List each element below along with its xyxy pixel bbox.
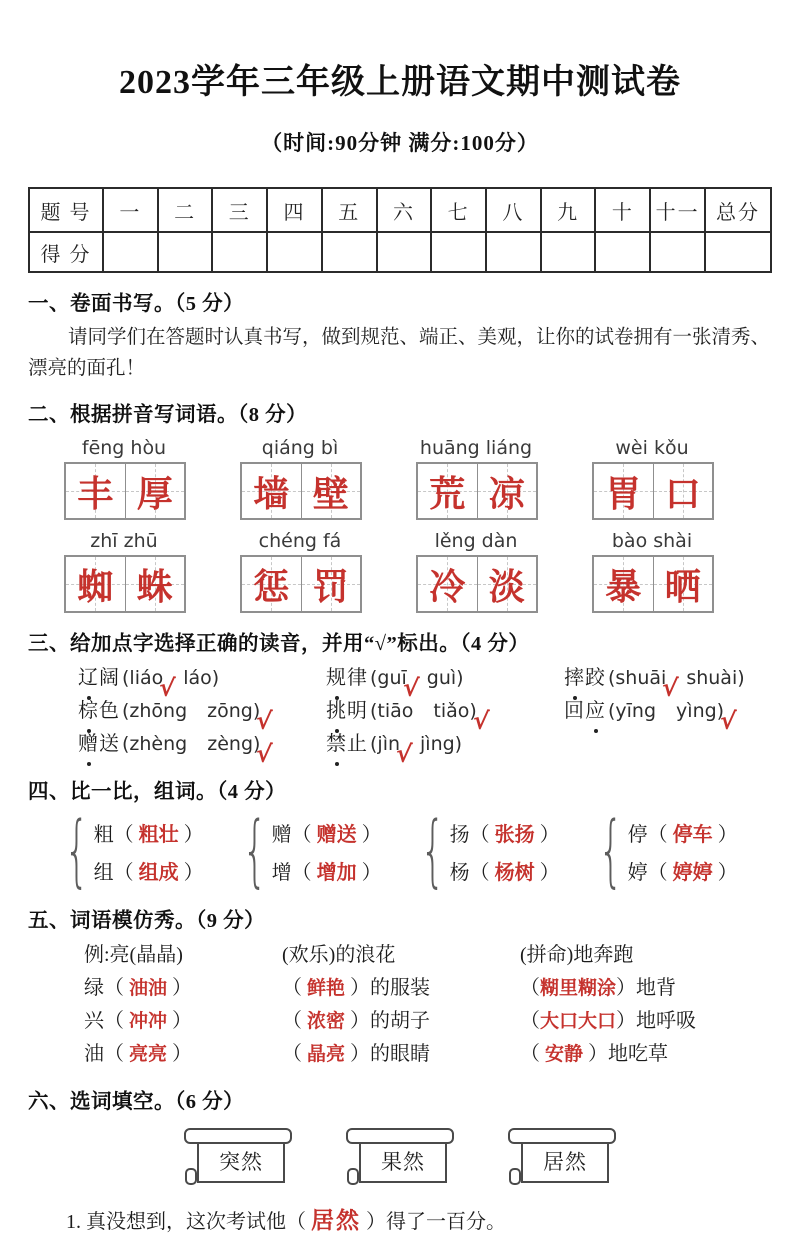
answer-char: 荒	[429, 473, 466, 514]
imitation-row	[0, 1005, 800, 1038]
scroll-roll	[508, 1128, 616, 1144]
pinyin-label: fēng hòu	[81, 437, 167, 459]
score-header-cell: 八	[486, 188, 541, 232]
word: 棕色	[78, 700, 120, 722]
scroll-roll	[346, 1128, 454, 1144]
brace: {	[242, 806, 268, 896]
score-cell	[705, 232, 771, 272]
pronunciation-row	[0, 662, 800, 703]
writing-grid	[240, 462, 362, 520]
score-header-cell: 一	[103, 188, 158, 232]
dotted-char: 摔	[564, 662, 585, 695]
answer-char: 罚	[312, 566, 349, 607]
exam-info: （时间:90分钟 满分:100分）	[261, 131, 539, 155]
page-title: 2023学年三年级上册语文期中测试卷	[119, 64, 681, 101]
score-cell	[212, 232, 267, 272]
answer-char: 厚	[136, 473, 173, 514]
pair-line: 组（ 组成 ）	[93, 861, 204, 884]
section-4-heading: 四、比一比，组词。（4 分）	[28, 781, 287, 803]
section-6-heading: 六、选词填空。（6 分）	[28, 1091, 245, 1113]
pinyin-word-group	[240, 530, 360, 613]
answer-char: 丰	[77, 473, 114, 514]
answer-char: 蜘	[77, 566, 114, 607]
pinyin-word-group	[416, 530, 536, 613]
score-header-cell: 六	[377, 188, 432, 232]
answer-text: 停车	[672, 823, 713, 846]
body-line: 漂亮的面孔！	[28, 358, 146, 379]
word: 挑明	[326, 700, 368, 722]
writing-grid	[416, 555, 538, 613]
answer-char: 壁	[312, 473, 349, 514]
imitation-cell: 油（ 亮亮 ）	[84, 1043, 193, 1065]
score-header-cell: 三	[212, 188, 267, 232]
writing-grid	[416, 462, 538, 520]
section-5-heading: 五、词语模仿秀。（9 分）	[28, 910, 266, 932]
pair-line: 增（ 增加 ）	[271, 861, 382, 884]
answer-text: 增加	[316, 861, 357, 884]
pair-line: 停（ 停车 ）	[627, 823, 738, 846]
check-icon: √	[395, 739, 414, 769]
dotted-char: 挑	[326, 695, 347, 728]
dotted-char: 规	[326, 662, 347, 695]
answer-text: 安静	[545, 1044, 584, 1065]
grid-cell	[302, 464, 361, 518]
score-value-row	[29, 232, 771, 272]
dotted-char: 棕	[78, 695, 99, 728]
scroll-word: 居然	[521, 1139, 609, 1183]
score-cell	[431, 232, 486, 272]
answer-char: 口	[664, 473, 701, 514]
answer-text: 亮亮	[129, 1044, 168, 1065]
imitation-cell: （糊里糊涂）地背	[520, 977, 677, 999]
answer-char: 冷	[429, 566, 466, 607]
scroll-banner	[346, 1128, 454, 1186]
pinyin-word-group	[592, 437, 712, 520]
score-header-cell: 题 号	[29, 188, 103, 232]
answer-text: 婷婷	[672, 861, 713, 884]
brace: {	[420, 806, 446, 896]
score-row-label: 得 分	[29, 232, 103, 272]
imitation-cell: （ 安静 ）地吃草	[520, 1043, 669, 1065]
check-icon: √	[661, 673, 680, 703]
pinyin-label: qiáng bì	[261, 437, 339, 459]
check-icon: √	[158, 673, 177, 703]
dotted-char: 赠	[78, 728, 99, 761]
scroll-banner	[508, 1128, 616, 1186]
grid-cell	[66, 464, 126, 518]
grid-cell	[478, 557, 537, 611]
grid-cell	[478, 464, 537, 518]
answer-char: 蛛	[136, 566, 173, 607]
imitation-cell: (拼命)地奔跑	[520, 944, 634, 966]
pronunciation-item: 棕色 (zhōng zōng) √	[78, 695, 326, 728]
score-cell	[541, 232, 596, 272]
scroll-word: 突然	[197, 1139, 285, 1183]
pinyin-label: lěng dàn	[434, 530, 518, 552]
imitation-row	[0, 939, 800, 972]
pair-line: 粗（ 粗壮 ）	[93, 823, 204, 846]
scroll-knob	[347, 1168, 359, 1185]
answer-text: 晶亮	[307, 1044, 346, 1065]
answer-char: 暴	[605, 566, 642, 607]
imitation-cell: 兴（ 冲冲 ）	[84, 1010, 193, 1032]
grid-cell	[654, 464, 713, 518]
imitation-row	[0, 1038, 800, 1071]
word: 赠送	[78, 733, 120, 755]
pronunciation-row	[0, 695, 800, 736]
grid-cell	[242, 464, 302, 518]
score-cell	[595, 232, 650, 272]
score-header-cell: 九	[541, 188, 596, 232]
check-icon: √	[401, 673, 420, 703]
grid-cell	[654, 557, 713, 611]
answer-text: 鲜艳	[307, 978, 346, 999]
brace: {	[64, 806, 90, 896]
pinyin-label: chéng fá	[258, 530, 342, 552]
answer-char: 晒	[664, 566, 701, 607]
scroll-roll	[184, 1128, 292, 1144]
answer-char: 淡	[488, 566, 525, 607]
answer-text: 冲冲	[129, 1011, 168, 1032]
word: 禁止	[326, 733, 368, 755]
pronunciation-item: 回应 (yīng yìng) √	[564, 695, 800, 728]
dotted-char: 应	[585, 695, 606, 728]
writing-grid	[64, 555, 186, 613]
brace: {	[598, 806, 624, 896]
grid-cell	[594, 557, 654, 611]
word: 辽阔	[78, 667, 120, 689]
answer-text: 张扬	[494, 823, 535, 846]
pair-line: 扬（ 张扬 ）	[449, 823, 560, 846]
word-pair-group	[240, 806, 418, 896]
answer-text: 浓密	[307, 1011, 346, 1032]
pair-line: 赠（ 赠送 ）	[271, 823, 382, 846]
pronunciation-item: 规律 (guī √ guì)	[326, 662, 564, 695]
pinyin-word-group	[416, 437, 536, 520]
pinyin-label: bào shài	[611, 530, 693, 552]
word: 规律	[326, 667, 368, 689]
score-header-cell: 总分	[705, 188, 771, 232]
scroll-knob	[509, 1168, 521, 1185]
score-header-cell: 十	[595, 188, 650, 232]
answer-text: 组成	[138, 861, 179, 884]
answer-text: 油油	[129, 978, 168, 999]
answer-char: 惩	[253, 566, 290, 607]
pinyin-word-group	[240, 437, 360, 520]
score-cell	[158, 232, 213, 272]
section-1-text	[28, 322, 772, 384]
score-cell	[486, 232, 541, 272]
section-1-heading: 一、卷面书写。（5 分）	[28, 293, 245, 315]
section-3-heading: 三、给加点字选择正确的读音，并用“√”标出。（4 分）	[28, 633, 530, 655]
exam-paper	[0, 54, 800, 1233]
answer-char: 凉	[488, 473, 525, 514]
check-icon: √	[255, 706, 274, 736]
score-header-row	[29, 188, 771, 232]
answer-char: 胃	[605, 473, 642, 514]
check-icon: √	[719, 706, 738, 736]
score-cell	[377, 232, 432, 272]
pronunciation-item: 摔跤 (shuāi √ shuài)	[564, 662, 800, 695]
score-cell	[322, 232, 377, 272]
scroll-knob	[185, 1168, 197, 1185]
grid-cell	[418, 464, 478, 518]
grid-cell	[418, 557, 478, 611]
answer-text: 大口大口	[540, 1011, 617, 1032]
check-icon: √	[471, 706, 490, 736]
answer-text: 粗壮	[138, 823, 179, 846]
pronunciation-item: 禁止 (jìn √ jìng)	[326, 728, 564, 761]
dotted-char: 辽	[78, 662, 99, 695]
imitation-cell: （ 浓密 ）的胡子	[282, 1010, 431, 1032]
pinyin-word-group	[64, 437, 184, 520]
pinyin-word-group	[592, 530, 712, 613]
word-pairs-row	[0, 806, 800, 896]
pair-line: 婷（ 婷婷 ）	[627, 861, 738, 884]
imitation-cell: （ 鲜艳 ）的服装	[282, 977, 431, 999]
score-cell	[267, 232, 322, 272]
score-cell	[650, 232, 705, 272]
imitation-cell: （大口大口）地呼吸	[520, 1010, 697, 1032]
dotted-char: 禁	[326, 728, 347, 761]
grid-cell	[242, 557, 302, 611]
grid-cell	[126, 557, 185, 611]
scroll-word: 果然	[359, 1139, 447, 1183]
score-header-cell: 二	[158, 188, 213, 232]
score-header-cell: 十一	[650, 188, 705, 232]
answer-char: 墙	[253, 473, 290, 514]
grid-cell	[126, 464, 185, 518]
score-header-cell: 五	[322, 188, 377, 232]
grid-cell	[66, 557, 126, 611]
writing-grid	[592, 555, 714, 613]
imitation-cell: 绿（ 油油 ）	[84, 977, 193, 999]
scroll-banner	[184, 1128, 292, 1186]
check-icon: √	[255, 739, 274, 769]
pinyin-word-group	[64, 530, 184, 613]
word: 回应	[564, 700, 606, 722]
pinyin-grid-row	[0, 437, 800, 520]
grid-cell	[302, 557, 361, 611]
writing-grid	[592, 462, 714, 520]
answer-text: 杨树	[494, 861, 535, 884]
section-2-heading: 二、根据拼音写词语。（8 分）	[28, 404, 308, 426]
body-line: 请同学们在答题时认真书写，做到规范、端正、美观，让你的试卷拥有一张清秀、	[68, 327, 771, 348]
pinyin-label: huāng liáng	[419, 437, 533, 459]
writing-grid	[64, 462, 186, 520]
word-pair-group	[62, 806, 240, 896]
imitation-cell: 例:亮(晶晶)	[84, 944, 183, 966]
grid-cell	[594, 464, 654, 518]
imitation-cell: （ 晶亮 ）的眼睛	[282, 1043, 431, 1065]
word-pair-group	[418, 806, 596, 896]
score-header-cell: 四	[267, 188, 322, 232]
pronunciation-item: 赠送 (zhèng zèng) √	[78, 728, 326, 761]
score-table	[28, 187, 772, 273]
word-bank	[0, 1128, 800, 1186]
pinyin-label: zhī zhū	[90, 530, 158, 552]
pair-line: 杨（ 杨树 ）	[449, 861, 560, 884]
pinyin-grid-row	[0, 530, 800, 613]
pinyin-label: wèi kǒu	[615, 437, 689, 459]
pronunciation-row	[0, 728, 800, 769]
answer-text: 赠送	[316, 823, 357, 846]
writing-grid	[240, 555, 362, 613]
word: 摔跤	[564, 667, 606, 689]
score-header-cell: 七	[431, 188, 486, 232]
pronunciation-item: 辽阔 (liáo √ láo)	[78, 662, 326, 695]
word-pair-group	[596, 806, 774, 896]
answer-text: 居然	[311, 1208, 361, 1233]
score-cell	[103, 232, 158, 272]
answer-text: 糊里糊涂	[540, 978, 617, 999]
imitation-row	[0, 972, 800, 1005]
imitation-cell: (欢乐)的浪花	[282, 944, 396, 966]
pronunciation-item: 挑明 (tiāo tiǎo) √	[326, 695, 564, 728]
fill-sentence: 1. 真没想到，这次考试他（ 居然 ）得了一百分。	[66, 1208, 506, 1233]
